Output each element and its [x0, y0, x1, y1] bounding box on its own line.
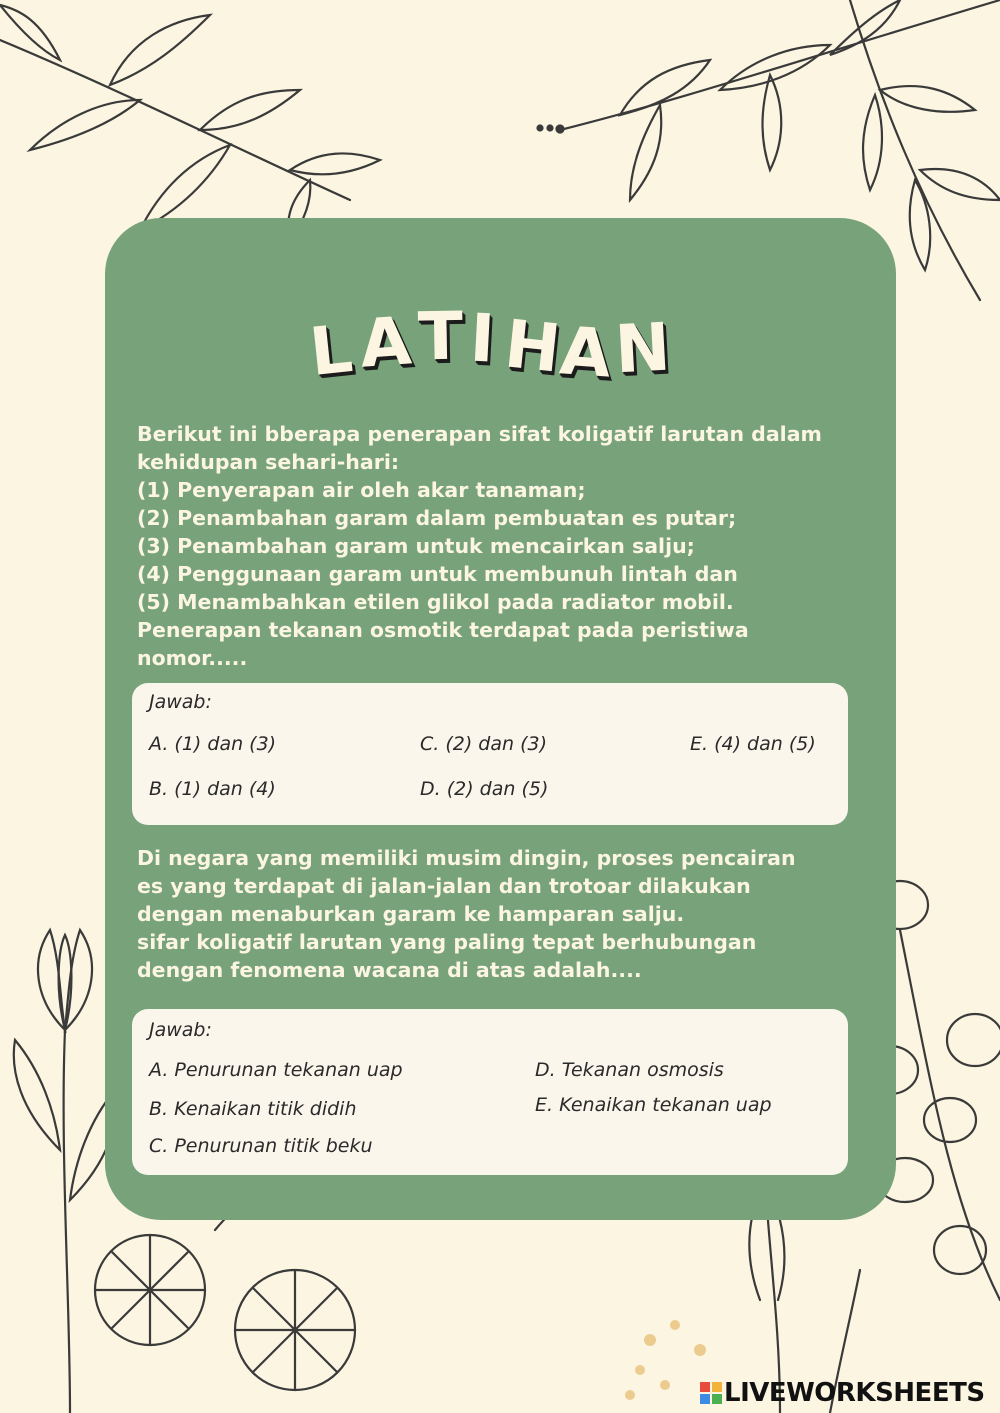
question-line: (5) Menambahkan etilen glikol pada radiator mobil.: [137, 590, 734, 614]
answer-label: Jawab:: [149, 1019, 212, 1041]
option-e[interactable]: E. (4) dan (5): [690, 733, 816, 755]
tulip-stem: [64, 1030, 70, 1413]
option-b[interactable]: B. Kenaikan titik didih: [149, 1098, 357, 1120]
answer-box-1: [132, 683, 848, 825]
title-letter: N: [613, 308, 673, 389]
option-a[interactable]: A. (1) dan (3): [149, 733, 277, 755]
title-letter: L: [306, 310, 356, 391]
title-letter: A: [557, 312, 614, 393]
title-letter: T: [417, 297, 464, 376]
option-c[interactable]: C. (2) dan (3): [420, 733, 547, 755]
option-a[interactable]: A. Penurunan tekanan uap: [149, 1059, 403, 1081]
question-line: (2) Penambahan garam dalam pembuatan es putar;: [137, 506, 737, 530]
question-line: Penerapan tekanan osmotik terdapat pada peristiwa: [137, 618, 749, 642]
question-1: [137, 420, 822, 672]
leaf-branch-top-left: [0, 40, 350, 200]
question-line: kehidupan sehari-hari:: [137, 450, 400, 474]
option-e[interactable]: E. Kenaikan tekanan uap: [535, 1094, 772, 1116]
answer-label: Jawab:: [149, 691, 212, 713]
title-letter: I: [468, 299, 497, 378]
watermark-text: LIVEWORKSHEETS: [724, 1378, 985, 1408]
question-line: (4) Penggunaan garam untuk membunuh lintah dan: [137, 562, 738, 586]
question-line: Di negara yang memiliki musim dingin, proses pencairan: [137, 846, 796, 870]
question-line: Berikut ini bberapa penerapan sifat koligatif larutan dalam: [137, 422, 822, 446]
question-line: (3) Penambahan garam untuk mencairkan salju;: [137, 534, 695, 558]
option-d[interactable]: D. Tekanan osmosis: [535, 1059, 724, 1081]
question-2: [137, 844, 796, 984]
question-line: nomor.....: [137, 646, 248, 670]
liveworksheets-watermark[interactable]: [700, 1378, 1000, 1408]
page-title: [300, 290, 700, 400]
liveworksheets-logo-icon: [700, 1382, 722, 1404]
question-line: dengan fenomena wacana di atas adalah....: [137, 958, 642, 982]
option-d[interactable]: D. (2) dan (5): [420, 778, 549, 800]
question-line: dengan menaburkan garam ke hamparan salju.: [137, 902, 685, 926]
question-line: es yang terdapat di jalan-jalan dan trotoar dilakukan: [137, 874, 751, 898]
title-letter: A: [357, 302, 414, 383]
question-line: sifar koligatif larutan yang paling tepat berhubungan: [137, 930, 757, 954]
option-c[interactable]: C. Penurunan titik beku: [149, 1135, 373, 1157]
answer-box-2: [132, 1009, 848, 1175]
option-b[interactable]: B. (1) dan (4): [149, 778, 276, 800]
question-line: (1) Penyerapan air oleh akar tanaman;: [137, 478, 586, 502]
title-letter: H: [501, 305, 565, 388]
